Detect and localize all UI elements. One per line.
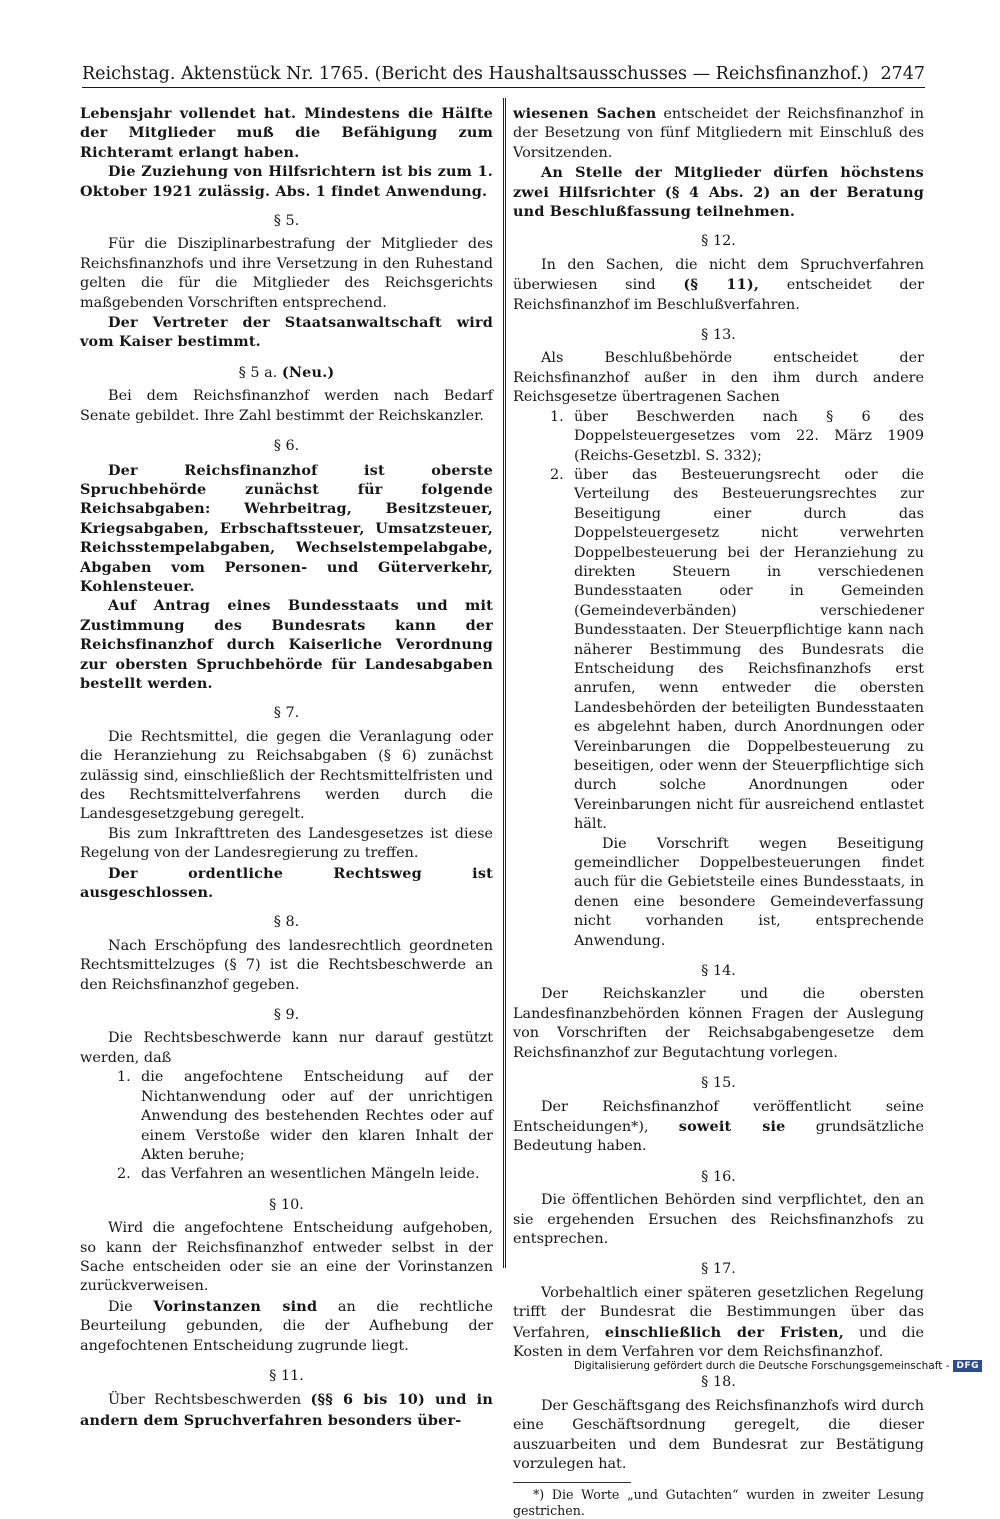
text-run-bold: (§§ 6 bis 10) und in andern dem Spruchverfahren besonders über- <box>80 1391 493 1429</box>
paragraph: Lebensjahr vollendet hat. Mindestens die Hälfte der Mitglieder muß die Befähigung zum Richteramt erlangt haben. <box>80 105 493 161</box>
page-header <box>82 60 925 88</box>
credit-text: Digitalisierung gefördert durch die Deutsche Forschungsgemeinschaft - <box>573 1360 950 1372</box>
paragraph: Als Beschlußbehörde entscheidet der Reichsfinanzhof außer in den ihm durch andere Reichsgesetze übertragenen Sachen <box>513 350 924 406</box>
list-text: über Beschwerden nach § 6 des Doppelsteuergesetzes vom 22. März 1909 (Reichs-Gesetzbl. S. 332); <box>574 408 924 464</box>
list-text: das Verfahren an wesentlichen Mängeln leide. <box>141 1166 480 1183</box>
section-heading-15: § 15. <box>701 1075 736 1092</box>
text-run: entscheidet der Reichsfinanzhof in der Besetzung von fünf Mitgliedern mit Einschluß des Vorsitzenden. <box>513 106 925 161</box>
section-heading-17: § 17. <box>701 1261 736 1278</box>
paragraph <box>513 256 924 315</box>
enumerated-list <box>80 1068 493 1184</box>
section-heading-5a <box>80 363 493 383</box>
section-heading-5: § 5. <box>273 213 300 230</box>
text-run: Über Rechtsbeschwerden <box>108 1392 302 1409</box>
text-run: entscheidet der Reichsfinanzhof im Beschlußverfahren. <box>513 277 924 313</box>
list-number: 2. <box>117 1166 131 1183</box>
column-divider <box>503 98 506 1268</box>
left-column <box>80 104 493 1431</box>
list-number: 2. <box>550 466 564 483</box>
paragraph: Der ordentliche Rechtsweg ist ausgeschlossen. <box>80 864 493 902</box>
paragraph: Die Rechtsmittel, die gegen die Veranlagung oder die Heranziehung zu Reichsabgaben (§ 6) zunächst zulässig sind, einschließlich der Rechtsmittelfristen und des Rechtsmittelverfahrens werden durch die Landesgesetzgebung geregelt. <box>80 728 493 823</box>
text-run: grundsätzliche Bedeutung haben. <box>513 1118 925 1155</box>
list-item <box>513 466 924 835</box>
paragraph: Bei dem Reichsfinanzhof werden nach Bedarf Senate gebildet. Ihre Zahl bestimmt der Reichskanzler. <box>80 388 493 424</box>
list-text: über das Besteuerungsrecht oder die Verteilung des Besteuerungsrechtes zur Beseitigung einer durch das Doppelsteuergesetz nicht verwehrten Doppelbesteuerung bei der Heranziehung zu direkten Steuern in verschiedenen Bundesstaaten oder in Gemeinden (Gemeindeverbänden) verschiedener Bundesstaaten. Der Steuerpflichtige kann nach näherer Bestimmung des Bundesrats die Entscheidung des Reichsfinanzhofs erst anrufen, wenn entweder die obersten Landesbehörden der beteiligten Bundesstaaten es abgelehnt haben, durch Anordnungen oder Vereinbarungen die Doppelbesteuerung zu beseitigen, oder wenn der Steuerpflichtige sich durch solche Anordnungen oder Vereinbarungen nicht für ausreichend entlastet hält. <box>574 466 924 833</box>
section-heading-12: § 12. <box>701 233 736 250</box>
text-run: Vorbehaltlich einer späteren gesetzlichen Regelung trifft der Bundesrat die Bestimmungen über das Verfahren, <box>513 1284 924 1341</box>
paragraph: Nach Erschöpfung des landesrechtlich geordneten Rechtsmittelzuges (§ 7) ist die Rechtsbeschwerde an den Reichsfinanzhof gegeben. <box>80 937 493 993</box>
paragraph: Der Reichsfinanzhof ist oberste Spruchbehörde zunächst für folgende Reichsabgaben: Wehrbeitrag, Besitzsteuer, Kriegsabgaben, Erbschaftssteuer, Umsatzsteuer, Reichsstempelabgaben, Wechselstempelabgabe, Abgaben vom Personen- und Güterverkehr, Kohlensteuer. <box>80 461 493 595</box>
paragraph <box>80 1390 493 1431</box>
section-heading-14: § 14. <box>701 963 736 980</box>
section-heading-6: § 6. <box>273 438 300 455</box>
text-run: Der Reichsfinanzhof veröffentlicht seine Entscheidungen*), <box>513 1098 924 1135</box>
section-heading-13: § 13. <box>701 327 736 344</box>
paragraph: Für die Disziplinarbestrafung der Mitglieder des Reichsfinanzhofs und ihre Versetzung in den Ruhestand gelten die für die Mitglieder des Reichsgerichts maßgebenden Vorschriften entsprechend. <box>80 236 493 311</box>
text-run-bold: einschließlich der Fristen, <box>604 1323 844 1341</box>
list-text: die angefochtene Entscheidung auf der Nichtanwendung oder auf der unrichtigen Anwendung des bestehenden Rechtes oder auf einem Verstoße wider den klaren Inhalt der Akten beruhe; <box>141 1069 493 1163</box>
paragraph <box>513 1284 924 1363</box>
list-item <box>80 1165 493 1184</box>
list-item <box>80 1068 493 1165</box>
text-run: und die Kosten in dem Verfahren vor dem Reichsfinanzhof. <box>513 1324 925 1360</box>
enumerated-list <box>513 408 924 835</box>
text-run-bold: (§ 11), <box>683 276 760 294</box>
paragraph: Die öffentlichen Behörden sind verpflichtet, den an sie ergehenden Ersuchen des Reichsfinanzhofs zu entsprechen. <box>513 1192 924 1247</box>
section-heading-11: § 11. <box>269 1367 304 1384</box>
section-number: § 5 a. <box>238 364 278 381</box>
text-run: Die <box>108 1298 133 1315</box>
text-run: an die rechtliche Beurteilung gebunden, die der Aufhebung der angefochtenen Entscheidung zugrunde liegt. <box>80 1298 493 1354</box>
page-number: 2747 <box>880 64 925 84</box>
section-heading-18: § 18. <box>701 1374 736 1391</box>
paragraph: Bis zum Inkrafttreten des Landesgesetzes ist diese Regelung von der Landesregierung zu treffen. <box>80 825 493 862</box>
dfg-logo: DFG <box>953 1360 982 1372</box>
section-heading-9: § 9. <box>273 1007 300 1024</box>
section-heading-7: § 7. <box>273 705 300 722</box>
footnote-rule <box>513 1482 631 1483</box>
right-column <box>513 104 924 1519</box>
footnote: *) Die Worte „und Gutachten“ wurden in zweiter Lesung gestrichen. <box>513 1487 924 1519</box>
header-title: Reichstag. Aktenstück Nr. 1765. (Bericht des Haushaltsausschusses — Reichsfinanzhof.) <box>82 64 869 84</box>
paragraph <box>513 1098 924 1157</box>
paragraph <box>513 104 924 163</box>
paragraph: Die Rechtsbeschwerde kann nur darauf gestützt werden, daß <box>80 1030 493 1066</box>
section-heading-8: § 8. <box>273 914 300 931</box>
text-run-bold: wiesenen Sachen <box>513 105 657 122</box>
paragraph: An Stelle der Mitglieder dürfen höchstens zwei Hilfsrichter (§ 4 Abs. 2) an der Beratung und Beschlußfassung teilnehmen. <box>513 164 924 221</box>
paragraph: Der Reichskanzler und die obersten Landesfinanzbehörden können Fragen der Auslegung von Vorschriften der Reichsabgabengesetze dem Reichsfinanzhof zur Begutachtung vorlegen. <box>513 986 924 1061</box>
paragraph: Auf Antrag eines Bundesstaats und mit Zustimmung des Bundesrats kann der Reichsfinanzhof durch Kaiserliche Verordnung zur obersten Spruchbehörde für Landesabgaben bestellt werden. <box>80 597 493 692</box>
paragraph: Die Zuziehung von Hilfsrichtern ist bis zum 1. Oktober 1921 zulässig. Abs. 1 findet Anwendung. <box>80 163 493 200</box>
paragraph: Die Vorschrift wegen Beseitigung gemeindlicher Doppelbesteuerungen findet auch für die Gebietsteile eines Bundesstaats, in denen eine besondere Gemeindeverfassung nicht vorhanden ist, entsprechende Anwendung. <box>574 835 924 949</box>
paragraph: Wird die angefochtene Entscheidung aufgehoben, so kann der Reichsfinanzhof entweder selbst in der Sache entscheiden oder sie an eine der Vorinstanzen zurückverweisen. <box>80 1220 493 1295</box>
section-heading-16: § 16. <box>701 1168 736 1185</box>
paragraph: Der Geschäftsgang des Reichsfinanzhofs wird durch eine Geschäftsordnung geregelt, die dieser auszuarbeiten und dem Bundesrat zur Bestätigung vorzulegen hat. <box>513 1397 924 1472</box>
list-number: 1. <box>550 408 564 425</box>
text-run-bold: Vorinstanzen sind <box>153 1297 318 1315</box>
paragraph <box>80 1297 493 1356</box>
text-run-bold: soweit sie <box>678 1117 786 1135</box>
digitization-credit <box>574 1360 982 1372</box>
list-number: 1. <box>117 1069 131 1086</box>
section-heading-10: § 10. <box>269 1196 304 1213</box>
paragraph: Der Vertreter der Staatsanwaltschaft wird vom Kaiser bestimmt. <box>80 314 493 351</box>
list-item <box>513 408 924 466</box>
text-run: In den Sachen, die nicht dem Spruchverfahren überwiesen sind <box>513 256 924 294</box>
section-note: (Neu.) <box>281 363 335 381</box>
